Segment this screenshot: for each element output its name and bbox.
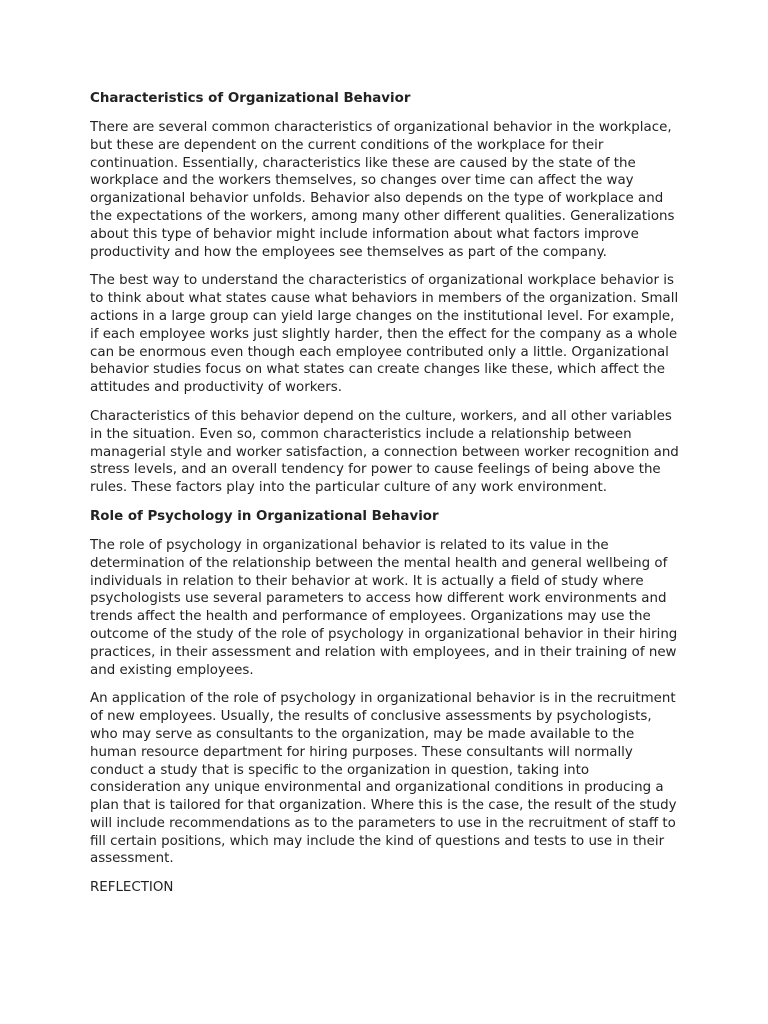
paragraph: An application of the role of psychology in organizational behavior is in the recruitment of new employees. Usually, the results of conclusive assessments by psychologists, who may serve as consultants to the organization, may be made available to the human resource department for hiring purposes. These consultants will normally conduct a study that is specific to the organization in question, taking into consideration any unique environmental and organizational conditions in producing a plan that is tailored for that organization. Where this is the case, the result of the study will include recommendations as to the parameters to use in the recruitment of staff to fill certain positions, which may include the kind of questions and tests to use in their assessment.: [90, 691, 677, 867]
document-page: [90, 90, 682, 897]
section-heading-psychology: Role of Psychology in Organizational Behavior: [90, 508, 439, 524]
reflection-label: REFLECTION: [90, 880, 174, 896]
paragraph: The role of psychology in organizational behavior is related to its value in the determination of the relationship between the mental health and general wellbeing of individuals in relation to their behavior at work. It is actually a field of study where psychologists use several parameters to access how different work environments and trends affect the health and performance of employees. Organizations may use the outcome of the study of the role of psychology in organizational behavior in their hiring practices, in their assessment and relation with employees, and in their training of new and existing employees.: [90, 537, 678, 678]
paragraph: Characteristics of this behavior depend on the culture, workers, and all other variables in the situation. Even so, common characteristics include a relationship between managerial style and worker satisfaction, a connection between worker recognition and stress levels, and an overall tendency for power to cause feelings of being above the rules. These factors play into the particular culture of any work environment.: [90, 408, 679, 496]
section-heading-characteristics: Characteristics of Organizational Behavior: [90, 91, 411, 106]
paragraph: There are several common characteristics of organizational behavior in the workplace, but these are dependent on the current conditions of the workplace for their continuation. Essentially, characteristics like these are caused by the state of the workplace and the workers themselves, so changes over time can affect the way organizational behavior unfolds. Behavior also depends on the type of workplace and the expectations of the workers, among many other different qualities. Generalizations about this type of behavior might include information about what factors improve productivity and how the employees see themselves as part of the company.: [90, 120, 675, 260]
paragraph: The best way to understand the characteristics of organizational workplace behavior is to think about what states cause what behaviors in members of the organization. Small actions in a large group can yield large changes on the institutional level. For example, if each employee works just slightly harder, then the effect for the company as a whole can be enormous even though each employee contributed only a little. Organizational behavior studies focus on what states can create changes like these, which affect the attitudes and productivity of workers.: [90, 273, 679, 396]
